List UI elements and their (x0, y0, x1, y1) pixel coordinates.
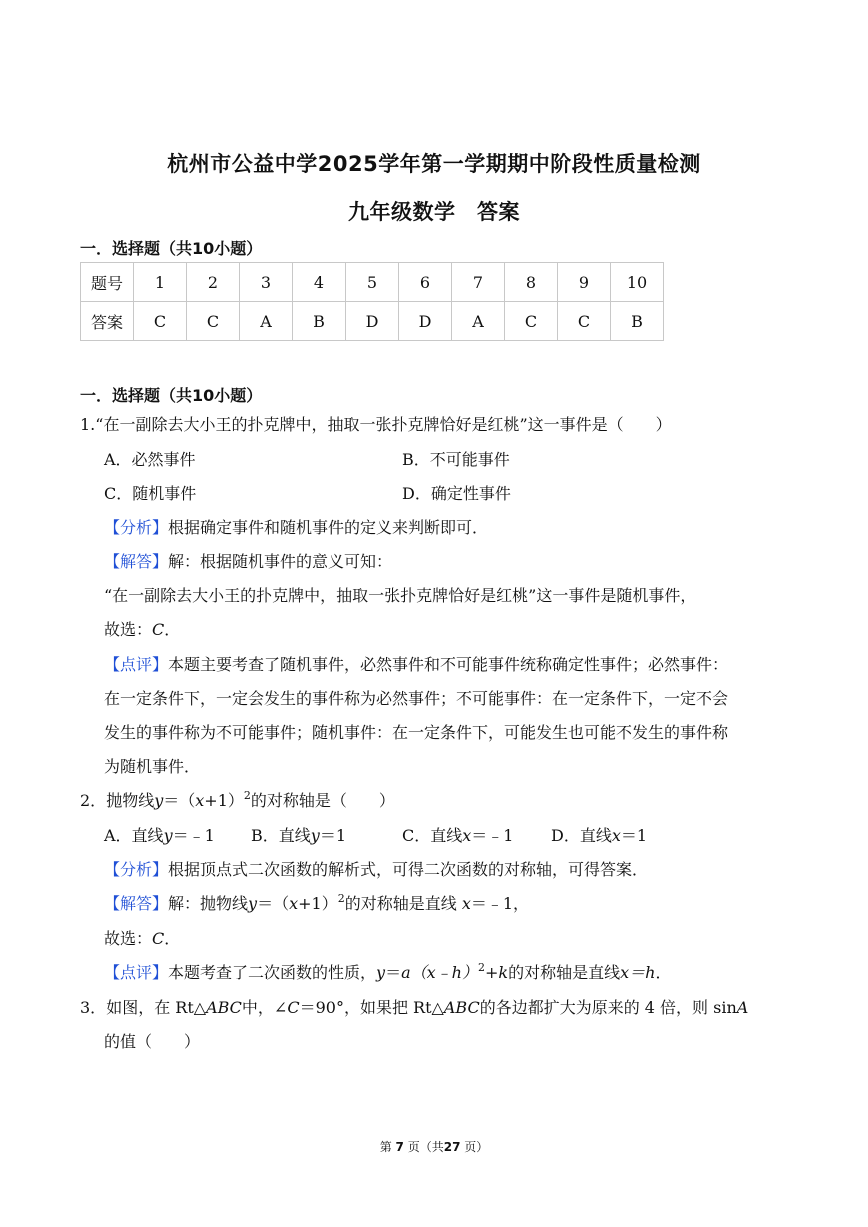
plus-one: +1） (298, 894, 338, 913)
answer-cell: B (293, 302, 346, 341)
section-heading-answer-table: 一．选择题（共10小题） (80, 239, 263, 258)
q1-option-c: C．随机事件 (104, 484, 197, 503)
option-value: ＝1 (319, 826, 346, 845)
q1-option-a: A．必然事件 (104, 450, 196, 469)
question-number-cell: 2 (187, 263, 240, 302)
answer-text: ＝﹣1， (470, 894, 530, 913)
footer-text: 页） (464, 1140, 489, 1154)
q3-stem-line2: 的值（ ） (104, 1032, 201, 1051)
comment-text: 本题考查了二次函数的性质， (168, 963, 377, 982)
answer-cell: C (505, 302, 558, 341)
q2-answer (104, 894, 529, 916)
triangle-abc: ABC (443, 998, 480, 1017)
question-number-cell: 10 (611, 263, 664, 302)
answer-cell: C (134, 302, 187, 341)
analysis-text: 根据确定事件和随机事件的定义来判断即可． (168, 518, 489, 537)
answer-cell: B (611, 302, 664, 341)
table-row (81, 302, 664, 341)
var-x: x (195, 791, 205, 810)
q3-stem (80, 998, 748, 1018)
comment-text: 的对称轴是直线 (508, 963, 621, 982)
footer-text: 页（共 (407, 1140, 444, 1154)
comment-end: ． (655, 963, 672, 982)
table-row (81, 263, 664, 302)
answer-tag: 【解答】 (104, 552, 169, 571)
question-number: 2． (80, 791, 107, 810)
q1-comment (104, 655, 728, 675)
formula-axis: x＝h (620, 963, 656, 982)
q2-option-b (251, 826, 346, 846)
current-page-number: 7 (395, 1140, 404, 1154)
choose-suffix: ． (164, 929, 181, 948)
stem-text: 中，∠ (241, 998, 288, 1017)
question-number-cell: 1 (134, 263, 187, 302)
question-number-cell: 4 (293, 263, 346, 302)
answer-cell: C (187, 302, 240, 341)
page-footer (0, 1138, 868, 1155)
document-subtitle: 九年级数学 答案 (348, 200, 520, 224)
q2-option-a (104, 826, 215, 846)
var-y: y (376, 963, 386, 982)
answer-cell: D (399, 302, 452, 341)
answer-cell: C (558, 302, 611, 341)
var-y: y (163, 826, 173, 845)
triangle-abc: ABC (206, 998, 242, 1017)
var-y: y (248, 894, 258, 913)
answer-text: 解：根据随机事件的意义可知： (168, 552, 393, 571)
table-row-label: 题号 (81, 263, 134, 302)
choose-letter: C (152, 929, 165, 948)
stem-text: 的对称轴是（ ） (250, 791, 395, 810)
answer-text: 解：抛物线 (168, 894, 249, 913)
q1-option-b: B．不可能事件 (402, 450, 510, 469)
question-number-cell: 3 (240, 263, 293, 302)
q2-comment (104, 963, 671, 985)
formula-vertex: a（x﹣h） (401, 963, 478, 982)
answer-tag: 【解答】 (104, 894, 169, 913)
total-page-count: 27 (443, 1140, 461, 1154)
stem-text: 如图，在 Rt△ (106, 998, 207, 1017)
option-value: ＝1 (620, 826, 648, 845)
question-number-cell: 9 (558, 263, 611, 302)
choose-suffix: ． (164, 620, 181, 639)
answer-cell: D (346, 302, 399, 341)
option-value: ＝﹣1 (471, 826, 514, 845)
angle-a: A (736, 998, 749, 1017)
var-y: y (154, 791, 164, 810)
option-value: ＝﹣1 (172, 826, 215, 845)
stem-text: ＝90°，如果把 Rt△ (299, 998, 444, 1017)
question-number-cell: 5 (346, 263, 399, 302)
answer-cell: A (452, 302, 505, 341)
table-row-label: 答案 (81, 302, 134, 341)
answer-cell: A (240, 302, 293, 341)
q1-option-d: D．确定性事件 (402, 484, 511, 503)
angle-c: C (287, 998, 300, 1017)
question-number-cell: 7 (452, 263, 505, 302)
analysis-tag: 【分析】 (104, 518, 169, 537)
exponent: 2 (337, 892, 345, 905)
equals: ＝ (385, 963, 402, 982)
stem-text: 抛物线 (106, 791, 155, 810)
answer-text: 的对称轴是直线 (344, 894, 457, 913)
q2-choose (104, 929, 180, 949)
q2-stem (80, 791, 395, 813)
var-x: x (461, 894, 471, 913)
plus-one: +1） (204, 791, 244, 810)
stem-text: 的各边都扩大为原来的 4 倍，则 sin (479, 998, 737, 1017)
document-title: 杭州市公益中学2025学年第一学期期中阶段性质量检测 (167, 152, 701, 176)
option-prefix: B．直线 (251, 826, 311, 845)
comment-tag: 【点评】 (104, 963, 169, 982)
section-heading-solutions: 一．选择题（共10小题） (80, 386, 263, 405)
q2-option-c (402, 826, 513, 846)
question-number: 3． (80, 998, 107, 1017)
q1-analysis (104, 518, 488, 538)
q1-answer-line2: “在一副除去大小王的扑克牌中，抽取一张扑克牌恰好是红桃”这一事件是随机事件， (104, 586, 697, 605)
exponent: 2 (477, 961, 485, 974)
option-prefix: D．直线 (551, 826, 612, 845)
option-prefix: A．直线 (104, 826, 164, 845)
choose-prefix: 故选： (104, 620, 153, 639)
footer-text: 第 (379, 1140, 392, 1154)
q1-comment-line3: 发生的事件称为不可能事件；随机事件：在一定条件下，可能发生也可能不发生的事件称 (104, 723, 729, 742)
formula-k: +k (484, 963, 509, 982)
q1-comment-line2: 在一定条件下，一定会发生的事件称为必然事件；不可能事件：在一定条件下，一定不会 (104, 689, 729, 708)
var-y: y (310, 826, 320, 845)
comment-tag: 【点评】 (104, 655, 169, 674)
analysis-tag: 【分析】 (104, 860, 169, 879)
q1-choose (104, 620, 180, 640)
equals: ＝（ (163, 791, 196, 810)
var-x: x (611, 826, 621, 845)
equals: ＝（ (257, 894, 290, 913)
q2-analysis (104, 860, 648, 880)
choose-prefix: 故选： (104, 929, 153, 948)
analysis-text: 根据顶点式二次函数的解析式，可得二次函数的对称轴，可得答案． (168, 860, 649, 879)
q1-comment-line4: 为随机事件． (104, 757, 201, 776)
option-prefix: C．直线 (402, 826, 463, 845)
var-x: x (462, 826, 472, 845)
answer-table (80, 262, 664, 341)
question-number-cell: 8 (505, 263, 558, 302)
q1-stem: 1.“在一副除去大小王的扑克牌中，抽取一张扑克牌恰好是红桃”这一事件是（ ） (80, 415, 672, 434)
exponent: 2 (243, 789, 251, 802)
choose-letter: C (152, 620, 165, 639)
q1-answer (104, 552, 392, 572)
var-x: x (289, 894, 299, 913)
q2-option-d (551, 826, 647, 846)
question-number-cell: 6 (399, 263, 452, 302)
comment-text: 本题主要考查了随机事件，必然事件和不可能事件统称确定性事件；必然事件： (168, 655, 729, 674)
